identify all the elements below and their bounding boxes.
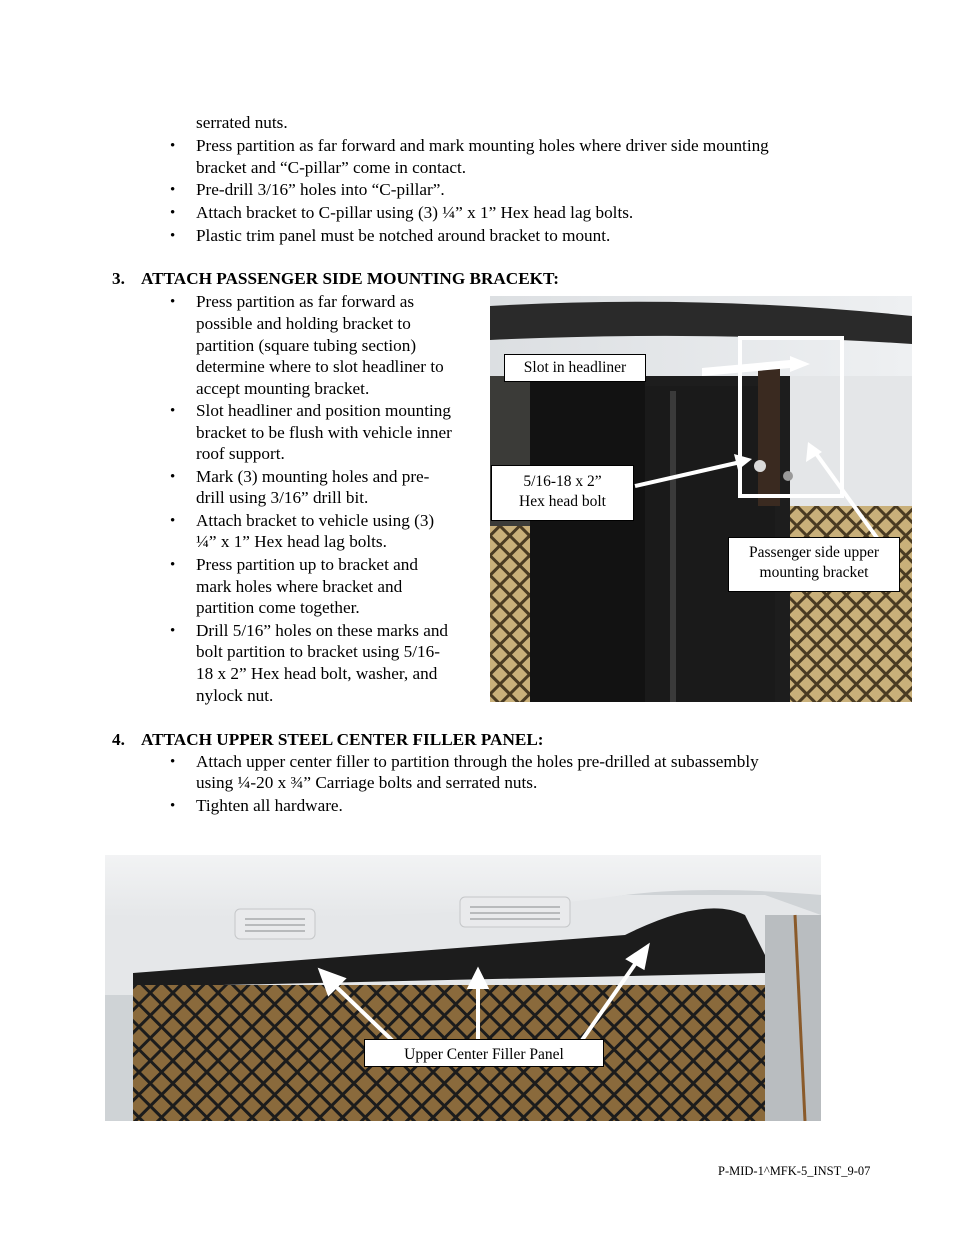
bullet-glyph: •: [170, 623, 176, 639]
callout-upper-center-filler-panel: Upper Center Filler Panel: [364, 1039, 604, 1067]
bullet-glyph: •: [170, 138, 176, 154]
list-item: partition (square tubing section): [196, 336, 417, 355]
bullet-glyph: •: [170, 469, 176, 485]
callout-hex-head-bolt: [491, 465, 634, 521]
list-item: bracket and “C-pillar” come in contact.: [196, 158, 467, 177]
list-item: accept mounting bracket.: [196, 379, 370, 398]
bullet-glyph: •: [170, 228, 176, 244]
list-item: Attach bracket to C-pillar using (3) ¼” x 1” Hex head lag bolts.: [196, 203, 634, 222]
callout-slot-in-headliner: Slot in headliner: [504, 354, 646, 382]
list-item: partition come together.: [196, 598, 360, 617]
list-item: 18 x 2” Hex head bolt, washer, and: [196, 664, 438, 683]
list-item: Press partition as far forward as: [196, 292, 415, 311]
list-item: Press partition up to bracket and: [196, 555, 418, 574]
bullet-glyph: •: [170, 513, 176, 529]
bullet-glyph: •: [170, 557, 176, 573]
list-item: ¼” x 1” Hex head lag bolts.: [196, 532, 387, 551]
list-item: possible and holding bracket to: [196, 314, 411, 333]
callout-line: Passenger side upper: [749, 544, 879, 561]
list-item: using ¼-20 x ¾” Carriage bolts and serrated nuts.: [196, 773, 538, 792]
section-3-heading: ATTACH PASSENGER SIDE MOUNTING BRACEKT:: [141, 269, 559, 288]
section-3-number: 3.: [112, 269, 125, 288]
list-item: Press partition as far forward and mark mounting holes where driver side mounting: [196, 136, 769, 155]
list-item: Attach bracket to vehicle using (3): [196, 511, 435, 530]
list-item: bracket to be flush with vehicle inner: [196, 423, 452, 442]
list-item: Pre-drill 3/16” holes into “C-pillar”.: [196, 180, 445, 199]
list-item: Attach upper center filler to partition through the holes pre-drilled at subassembly: [196, 752, 759, 771]
list-item: nylock nut.: [196, 686, 274, 705]
callout-line: 5/16-18 x 2”: [523, 473, 602, 490]
list-item: bolt partition to bracket using 5/16-: [196, 642, 440, 661]
list-item: Plastic trim panel must be notched around bracket to mount.: [196, 226, 611, 245]
bullet-glyph: •: [170, 182, 176, 198]
list-item: Tighten all hardware.: [196, 796, 343, 815]
list-item: Slot headliner and position mounting: [196, 401, 451, 420]
list-item: mark holes where bracket and: [196, 577, 403, 596]
list-item: Drill 5/16” holes on these marks and: [196, 621, 449, 640]
section-4-heading: ATTACH UPPER STEEL CENTER FILLER PANEL:: [141, 730, 544, 749]
filler-panel-photo-illustration: [105, 855, 821, 1121]
bullet-glyph: •: [170, 294, 176, 310]
document-footer-code: P-MID-1^MFK-5_INST_9-07: [718, 1164, 871, 1178]
list-item: roof support.: [196, 444, 285, 463]
section-4-number: 4.: [112, 730, 125, 749]
list-item: drill using 3/16” drill bit.: [196, 488, 369, 507]
filler-panel-photo: [105, 855, 821, 1121]
bullet-glyph: •: [170, 798, 176, 814]
continuation-text: serrated nuts.: [196, 113, 288, 132]
bullet-glyph: •: [170, 205, 176, 221]
callout-line: mounting bracket: [759, 564, 869, 581]
bullet-glyph: •: [170, 403, 176, 419]
callout-line: Hex head bolt: [519, 493, 606, 510]
list-item: Mark (3) mounting holes and pre-: [196, 467, 430, 486]
list-item: determine where to slot headliner to: [196, 357, 444, 376]
bullet-glyph: •: [170, 754, 176, 770]
callout-upper-mounting-bracket: [728, 537, 900, 592]
